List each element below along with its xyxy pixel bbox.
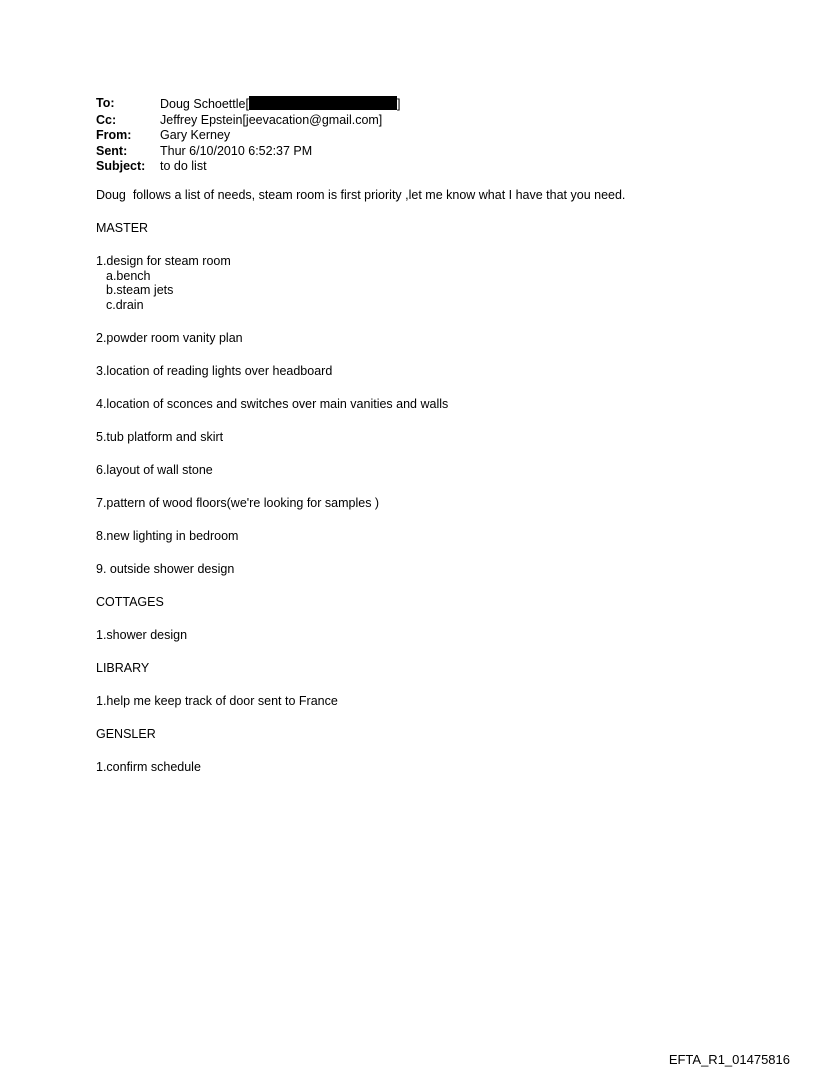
sent-row [96,144,400,160]
master-item-1 [96,254,776,312]
list-item: 8.new lighting in bedroom [96,528,239,543]
subject-row [96,159,400,175]
list-item: 1.design for steam room [96,254,231,268]
sent-label: Sent: [96,143,128,158]
list-item: 9. outside shower design [96,561,235,576]
from-value: Gary Kerney [160,128,231,142]
intro-paragraph: Doug follows a list of needs, steam room is first priority ,let me know what I have that you need. [96,188,626,202]
subject-label: Subject: [96,159,146,173]
list-item: 7.pattern of wood floors(we're looking for samples ) [96,495,380,510]
subject-value: to do list [160,159,207,173]
cc-value: Jeffrey Epstein[jeevacation@gmail.com] [160,112,383,127]
list-item: 3.location of reading lights over headboard [96,363,333,378]
list-item: 5.tub platform and skirt [96,429,224,444]
cc-row [96,113,400,129]
to-value [160,96,400,113]
list-item: 4.location of sconces and switches over main vanities and walls [96,396,449,411]
list-item: 1.shower design [96,627,188,642]
to-label: To: [96,96,115,110]
section-heading-library: LIBRARY [96,660,150,675]
sub-item: b.steam jets [106,283,174,297]
document-id: EFTA_R1_01475816 [668,1052,790,1067]
email-header [96,96,400,175]
to-name: Doug Schoettle[ [160,97,249,111]
sub-item: a.bench [106,268,151,283]
section-heading-master: MASTER [96,221,149,235]
sent-value: Thur 6/10/2010 6:52:37 PM [160,143,313,158]
list-item: 2.powder room vanity plan [96,330,243,345]
section-heading-cottages: COTTAGES [96,594,164,609]
redaction-box [249,96,397,110]
to-bracket: ] [396,97,401,111]
section-heading-gensler: GENSLER [96,726,156,741]
to-row [96,96,400,113]
list-item: 6.layout of wall stone [96,462,213,477]
list-item: 1.help me keep track of door sent to France [96,693,338,708]
from-label: From: [96,128,132,142]
list-item: 1.confirm schedule [96,759,201,774]
from-row [96,128,400,144]
email-body [96,188,776,793]
cc-label: Cc: [96,112,117,127]
sub-item: c.drain [106,297,144,312]
